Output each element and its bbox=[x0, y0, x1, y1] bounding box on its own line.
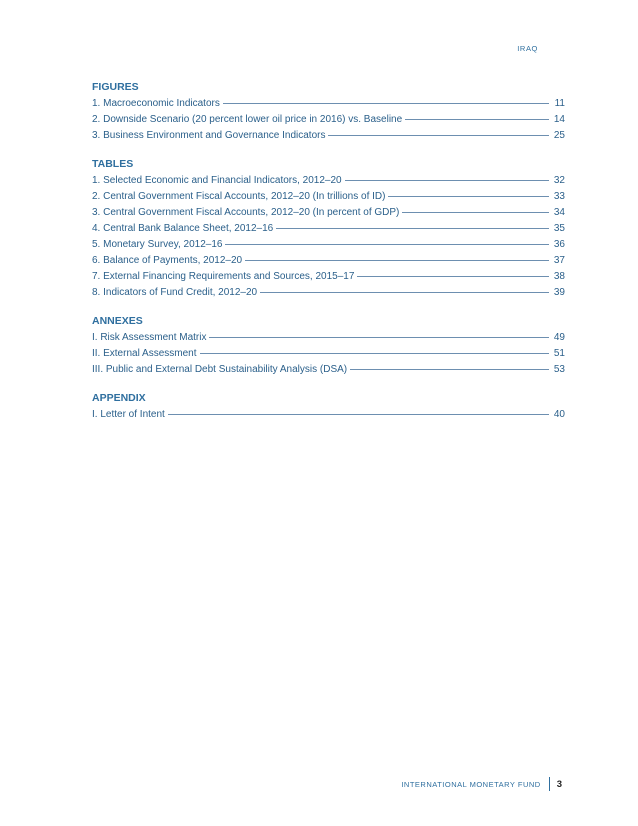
toc-entry-label: I. Letter of Intent bbox=[92, 409, 165, 420]
toc-entry-label: 6. Balance of Payments, 2012–20 bbox=[92, 255, 243, 266]
table-of-contents bbox=[92, 80, 565, 436]
dot-leader bbox=[276, 228, 549, 229]
toc-entry-page: 51 bbox=[553, 348, 565, 359]
toc-entry[interactable] bbox=[92, 285, 565, 301]
dot-leader bbox=[350, 369, 549, 370]
toc-entry-label: 4. Central Bank Balance Sheet, 2012–16 bbox=[92, 223, 274, 234]
toc-entry[interactable] bbox=[92, 346, 565, 362]
toc-entry-page: 53 bbox=[553, 364, 565, 375]
toc-entry[interactable] bbox=[92, 237, 565, 253]
toc-entry-page: 49 bbox=[553, 332, 565, 343]
figures-section bbox=[92, 80, 565, 144]
toc-entry-page: 39 bbox=[553, 287, 565, 298]
toc-entry-label: 5. Monetary Survey, 2012–16 bbox=[92, 239, 223, 250]
toc-entry-label: 1. Macroeconomic Indicators bbox=[92, 98, 220, 109]
toc-entry-label: 2. Central Government Fiscal Accounts, 2012–20 (In trillions of ID) bbox=[92, 191, 386, 202]
toc-entry[interactable] bbox=[92, 128, 565, 144]
dot-leader bbox=[245, 260, 549, 261]
toc-entry-page: 36 bbox=[553, 239, 565, 250]
dot-leader bbox=[345, 180, 549, 181]
dot-leader bbox=[168, 414, 549, 415]
footer-divider bbox=[549, 777, 550, 791]
toc-entry[interactable] bbox=[92, 189, 565, 205]
page-footer bbox=[401, 777, 562, 791]
dot-leader bbox=[402, 212, 549, 213]
section-title: ANNEXES bbox=[92, 315, 143, 327]
toc-entry-page: 14 bbox=[553, 114, 565, 125]
toc-entry-page: 34 bbox=[553, 207, 565, 218]
toc-entry-page: 11 bbox=[554, 98, 565, 109]
toc-entry[interactable] bbox=[92, 362, 565, 378]
section-title: TABLES bbox=[92, 158, 134, 170]
toc-entry-page: 37 bbox=[553, 255, 565, 266]
dot-leader bbox=[357, 276, 549, 277]
toc-entry-page: 25 bbox=[553, 130, 565, 141]
toc-entry-label: I. Risk Assessment Matrix bbox=[92, 332, 207, 343]
section-title: FIGURES bbox=[92, 81, 139, 93]
annexes-section bbox=[92, 314, 565, 378]
toc-entry[interactable] bbox=[92, 173, 565, 189]
toc-entry[interactable] bbox=[92, 269, 565, 285]
toc-entry-page: 35 bbox=[553, 223, 565, 234]
toc-entry-label: 3. Central Government Fiscal Accounts, 2012–20 (In percent of GDP) bbox=[92, 207, 400, 218]
toc-entry[interactable] bbox=[92, 112, 565, 128]
toc-entry[interactable] bbox=[92, 253, 565, 269]
toc-entry-label: 7. External Financing Requirements and Sources, 2015–17 bbox=[92, 271, 355, 282]
toc-entry-label: II. External Assessment bbox=[92, 348, 197, 359]
toc-entry-page: 33 bbox=[553, 191, 565, 202]
running-head: IRAQ bbox=[517, 44, 538, 53]
toc-entry-label: 1. Selected Economic and Financial Indicators, 2012–20 bbox=[92, 175, 342, 186]
dot-leader bbox=[260, 292, 549, 293]
dot-leader bbox=[209, 337, 549, 338]
toc-entry[interactable] bbox=[92, 330, 565, 346]
footer-organization: INTERNATIONAL MONETARY FUND bbox=[401, 779, 541, 789]
toc-entry-page: 38 bbox=[553, 271, 565, 282]
dot-leader bbox=[200, 353, 550, 354]
section-title: APPENDIX bbox=[92, 392, 146, 404]
toc-entry-page: 40 bbox=[553, 409, 565, 420]
tables-section bbox=[92, 157, 565, 301]
toc-entry[interactable] bbox=[92, 96, 565, 112]
page-number: 3 bbox=[556, 778, 562, 790]
dot-leader bbox=[388, 196, 549, 197]
dot-leader bbox=[225, 244, 549, 245]
toc-entry-label: III. Public and External Debt Sustainability Analysis (DSA) bbox=[92, 364, 348, 375]
toc-entry-label: 2. Downside Scenario (20 percent lower oil price in 2016) vs. Baseline bbox=[92, 114, 403, 125]
dot-leader bbox=[223, 103, 549, 104]
toc-entry[interactable] bbox=[92, 221, 565, 237]
appendix-section bbox=[92, 391, 565, 423]
toc-entry-page: 32 bbox=[553, 175, 565, 186]
dot-leader bbox=[328, 135, 549, 136]
toc-entry-label: 8. Indicators of Fund Credit, 2012–20 bbox=[92, 287, 258, 298]
toc-entry-label: 3. Business Environment and Governance Indicators bbox=[92, 130, 326, 141]
dot-leader bbox=[405, 119, 549, 120]
toc-entry[interactable] bbox=[92, 407, 565, 423]
toc-entry[interactable] bbox=[92, 205, 565, 221]
